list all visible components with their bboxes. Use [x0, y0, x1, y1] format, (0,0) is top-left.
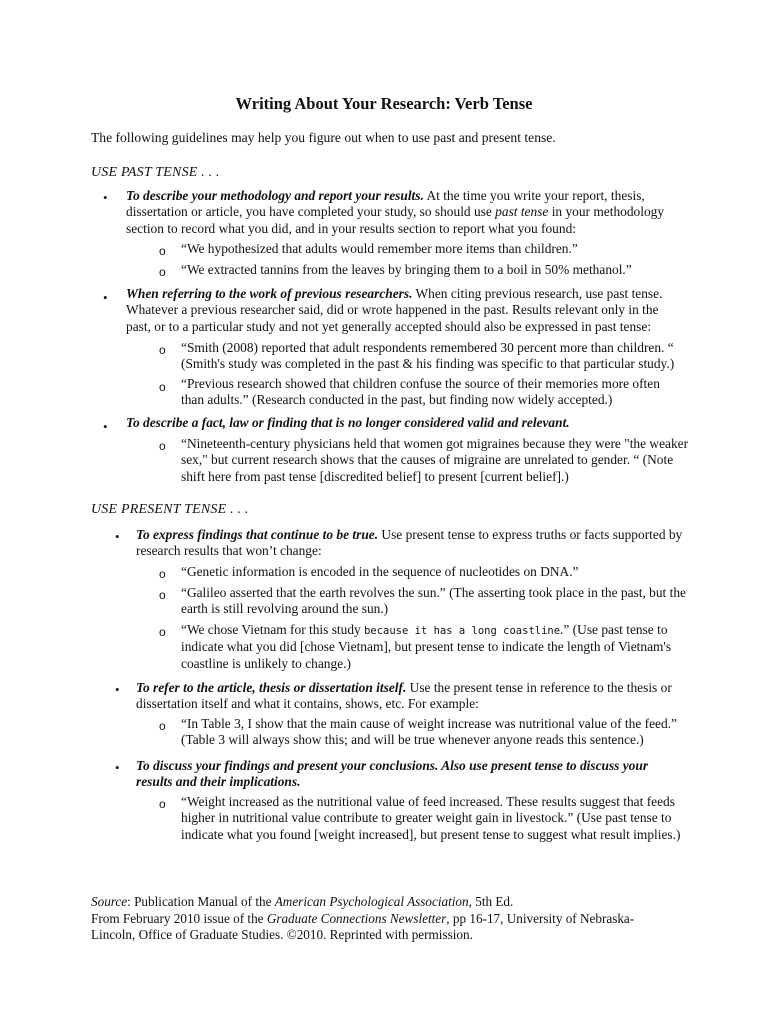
past-tense-heading: USE PAST TENSE . . .: [91, 165, 220, 180]
present-item-continue-true: [136, 527, 696, 560]
example-text: “In Table 3, I show that the main cause of weight increase was nutritional value of the feed.” (Table 3 will always show this; and will be true whenever anyone reads this sentence.): [181, 716, 677, 748]
example-text-part: “We chose Vietnam for this study: [181, 622, 365, 637]
intro-text: The following guidelines may help you figure out when to use past and present tense.: [91, 130, 556, 145]
item-emphasis: past tense: [495, 204, 549, 220]
item-lead: To describe a fact, law or finding that is no longer considered valid and relevant.: [126, 415, 570, 430]
present-tense-heading: USE PRESENT TENSE . . .: [91, 502, 249, 517]
item-text: Use the present tense in reference to the thesis or dissertation itself and what it contains, shows, etc. For example:: [136, 680, 672, 712]
bullet-icon: •: [115, 760, 120, 775]
present-item-article-itself: [136, 680, 696, 713]
item-text: Use present tense to express truths or facts supported by research results that won’t change:: [136, 527, 683, 559]
newsletter-text: From February 2010 issue of the: [91, 910, 267, 926]
item-lead: To express findings that continue to be true.: [136, 527, 379, 542]
bullet-icon: •: [103, 419, 108, 434]
item-lead: When referring to the work of previous researchers.: [126, 286, 413, 301]
item-text: At the time you write your report, thesis, dissertation or article, you have completed your study, so should use: [126, 188, 645, 220]
past-item-no-longer-valid: [126, 415, 666, 431]
source-text: , 5th Ed.: [468, 894, 514, 909]
example-text: [181, 622, 691, 672]
source-label: Source: [91, 894, 128, 909]
circle-bullet-icon: o: [159, 265, 166, 279]
circle-bullet-icon: o: [159, 567, 166, 581]
example-text: “Galileo asserted that the earth revolves the sun.” (The asserting took place in the past, but the earth is still revolving around the sun.): [181, 585, 686, 617]
example-text: “Weight increased as the nutritional value of feed increased. These results suggest that feeds higher in nutritional value contribute to greater weight gain in livestock.” (Use past tense to indicate what you found [weight increased], but present tense to suggest what result implies.): [181, 794, 681, 842]
present-item-discuss-findings: [136, 758, 676, 791]
example-text: “Genetic information is encoded in the sequence of nucleotides on DNA.”: [181, 564, 579, 579]
example-mono-text: because it has a long coastline: [364, 625, 561, 637]
item-text: When citing previous research, use past tense. Whatever a previous researcher said, did or wrote happened in the past. Results relevant only in the past, or to a particular study and not yet generally accepted should also be expressed in past tense:: [126, 286, 663, 334]
example-text: “We hypothesized that adults would remember more items than children.”: [181, 241, 578, 256]
circle-bullet-icon: o: [159, 625, 166, 639]
circle-bullet-icon: o: [159, 719, 166, 733]
past-item-previous-research: [126, 286, 666, 335]
past-item-methodology: [126, 188, 666, 237]
item-text: in your methodology section to record what you did, and in your results section to report what you found:: [126, 204, 665, 236]
example-text: “Previous research showed that children confuse the source of their memories more often than adults.” (Research conducted in the past, but finding now widely accepted.): [181, 376, 660, 408]
source-footer: [91, 894, 671, 944]
bullet-icon: •: [103, 190, 108, 205]
item-lead: To describe your methodology and report your results.: [126, 188, 424, 203]
circle-bullet-icon: o: [159, 588, 166, 602]
example-text: “Nineteenth-century physicians held that women got migraines because they were "the weaker sex," but current research shows that the causes of migraine are unrelated to gender. “ (Note shift here from past tense [discredited belief] to present [current belief].): [181, 436, 689, 484]
page-title: Writing About Your Research: Verb Tense: [235, 94, 533, 113]
item-lead: To discuss your findings and present your conclusions. Also use present tense to discuss your results and their implications.: [136, 758, 649, 790]
example-text-part: .” (Use past tense to indicate what you did [chose Vietnam], but present tense to indicate the length of Vietnam's coastline is unlikely to change.): [181, 622, 672, 671]
bullet-icon: •: [103, 290, 108, 305]
source-text: : Publication Manual of the: [127, 894, 275, 909]
newsletter-text: , pp 16-17, University of Nebraska-Lincoln, Office of Graduate Studies. ©2010. Reprinted with permission.: [91, 910, 635, 943]
newsletter-line: [91, 911, 671, 944]
circle-bullet-icon: o: [159, 439, 166, 453]
circle-bullet-icon: o: [159, 343, 166, 357]
bullet-icon: •: [115, 529, 120, 544]
example-text: “We extracted tannins from the leaves by bringing them to a boil in 50% methanol.”: [181, 262, 632, 277]
circle-bullet-icon: o: [159, 244, 166, 258]
source-line: [91, 894, 671, 911]
item-lead: To refer to the article, thesis or dissertation itself.: [136, 680, 407, 695]
example-text: “Smith (2008) reported that adult respondents remembered 30 percent more than children. “ (Smith's study was completed in the past & his finding was specific to that particular study.): [181, 340, 675, 372]
bullet-icon: •: [115, 682, 120, 697]
circle-bullet-icon: o: [159, 380, 166, 394]
source-emphasis: American Psychological Association: [274, 894, 469, 909]
newsletter-name: Graduate Connections Newsletter: [266, 910, 447, 926]
circle-bullet-icon: o: [159, 797, 166, 811]
